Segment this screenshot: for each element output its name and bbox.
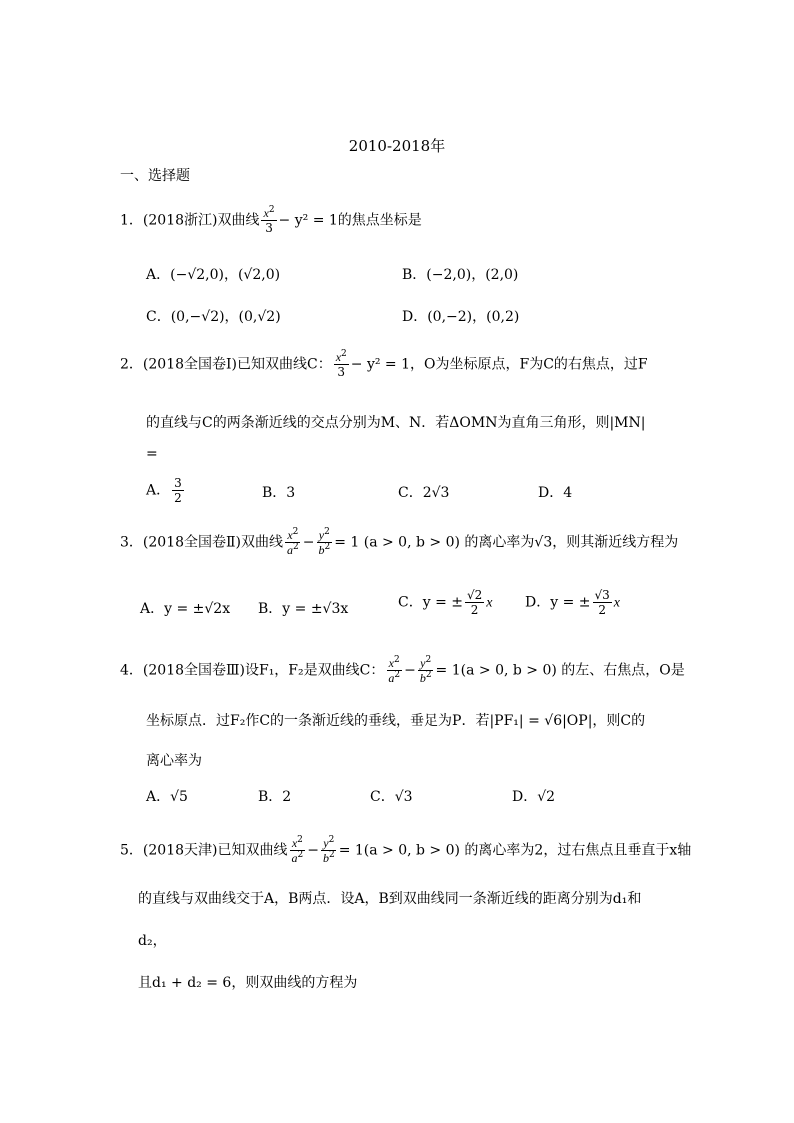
q3-option-b: B．y = ±√3x — [258, 601, 349, 617]
q2-option-a: A． $\frac{3}{2}$ — [146, 476, 182, 505]
q1-option-b: B．(−2,0)，(2,0) — [402, 267, 519, 283]
question-5-line-4: 且d₁ + d₂ = 6，则双曲线的方程为 — [138, 975, 358, 991]
question-1 — [120, 206, 422, 235]
question-2-line-2: 的直线与C的两条渐近线的交点分别为M、N．若ΔOMN为直角三角形，则|MN| — [146, 415, 646, 431]
q1-option-d: D．(0,−2)，(0,2) — [402, 309, 520, 325]
q3-option-d: D．y = ± $\frac{√3}{2}$ x — [525, 588, 620, 617]
question-4-line-3: 离心率为 — [146, 753, 202, 769]
question-2-line-3: = — [146, 446, 158, 462]
q4-option-c: C．√3 — [370, 789, 413, 805]
q2-option-b: B．3 — [262, 485, 296, 501]
question-1-number: 1． — [120, 212, 143, 229]
fraction-x2-over-3: $\frac{x^2}{3}$ — [335, 349, 347, 379]
question-5-line-3: d₂， — [138, 933, 167, 949]
question-4-line-2: 坐标原点．过F₂作C的一条渐近线的垂线，垂足为P．若|PF₁| = √6|OP|，则C的 — [146, 713, 646, 729]
question-2-line-1: 2．(2018全国卷Ⅰ)已知双曲线C： $\frac{x^2}{3}$ − y² = 1，O为坐标原点，F为C的右焦点，过F — [120, 349, 648, 379]
section-heading: 一、选择题 — [120, 168, 190, 184]
q4-option-d: D．√2 — [512, 789, 556, 805]
question-1-rest: − y² = 1的焦点坐标是 — [278, 212, 422, 229]
question-1-source: (2018浙江)双曲线 — [142, 212, 260, 229]
q1-option-c: C．(0,−√2)，(0,√2) — [146, 309, 281, 325]
q3-option-a: A．y = ±√2x — [140, 601, 231, 617]
question-5-line-2: 的直线与双曲线交于A，B两点．设A，B到双曲线同一条渐近线的距离分别为d₁和 — [138, 891, 642, 907]
fraction-x2-over-3: $\frac{x^2}{3}$ — [263, 205, 275, 235]
question-4-line-1: 4．(2018全国卷Ⅲ)设F₁，F₂是双曲线C： $\frac{x^2}{a^2}$ − $\frac{y^2}{b^2}$ = 1(a > 0, b > 0) 的左、右焦点，O是 — [120, 655, 685, 685]
question-5-line-1: 5．(2018天津)已知双曲线 $\frac{x^2}{a^2}$ − $\frac{y^2}{b^2}$ = 1(a > 0, b > 0) 的离心率为2，过右焦点且垂直于x轴 — [120, 835, 692, 865]
q2-option-c: C．2√3 — [398, 485, 450, 501]
question-3-line-1: 3．(2018全国卷Ⅱ)双曲线 $\frac{x^2}{a^2}$ − $\frac{y^2}{b^2}$ = 1 (a > 0, b > 0) 的离心率为√3，则其渐近线方程为 — [120, 527, 679, 557]
q3-option-c: C．y = ± $\frac{√2}{2}$ x — [398, 588, 493, 617]
q4-option-b: B．2 — [258, 789, 292, 805]
q2-option-d: D．4 — [538, 485, 573, 501]
q1-option-a: A．(−√2,0)，(√2,0) — [146, 267, 281, 283]
q4-option-a: A．√5 — [146, 789, 188, 805]
page-title: 2010-2018年 — [348, 137, 446, 155]
